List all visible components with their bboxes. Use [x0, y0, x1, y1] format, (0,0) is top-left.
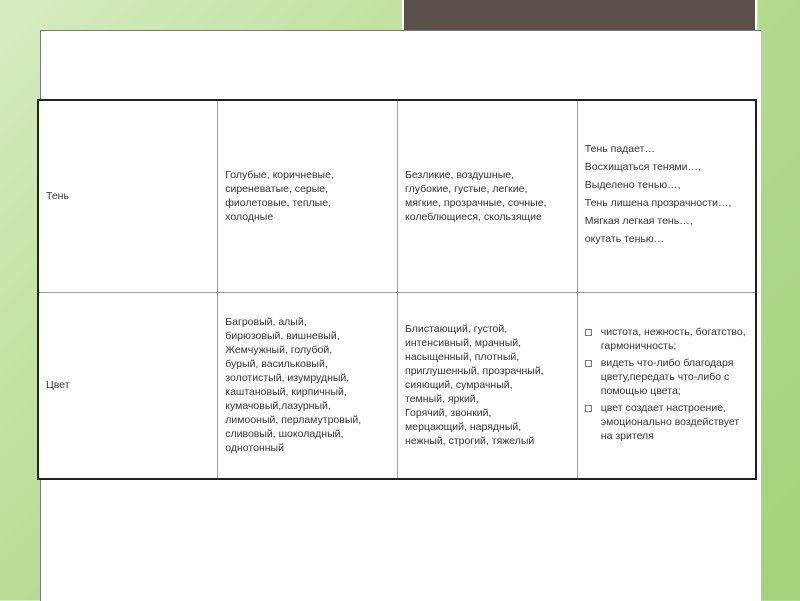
qualities-cell [398, 292, 578, 479]
colors-line: Багровый, алый, [225, 316, 307, 329]
list-item [585, 356, 748, 398]
term-cell [38, 292, 218, 479]
colors-line: холодные [225, 211, 274, 224]
qualities-line: сияющий, сумрачный, [405, 379, 513, 392]
colors-line: золотистый, изумрудный, [225, 372, 350, 385]
associations-cell [577, 292, 756, 479]
square-bullet-icon [585, 405, 592, 412]
association-line: Восхищаться тенями…, [584, 161, 701, 174]
colors-line: фиолетовые, теплые, [225, 197, 331, 210]
qualities-line: мерцающий, нарядный, [405, 421, 522, 434]
colors-line: однотонный [225, 442, 284, 455]
qualities-line: мягкие, прозрачные, сочные, [405, 197, 547, 210]
qualities-line: Блистающий, густой, [405, 323, 508, 336]
association-text: видеть что-либо благодаря цвету,передать что-либо с помощью цвета; [600, 356, 734, 397]
comparison-table [37, 99, 757, 480]
association-list [585, 325, 748, 443]
colors-line: бурый, васильковый, [225, 358, 328, 371]
qualities-line: насыщенный, плотный, [405, 351, 520, 364]
associations-cell [577, 100, 756, 292]
colors-cell [218, 100, 398, 292]
colors-line: сливовый, шоколадный, [225, 428, 344, 441]
qualities-line: приглушенный, прозрачный, [405, 365, 544, 378]
association-line: Выделено тенью…, [584, 179, 681, 192]
qualities-line: темный, яркий, [405, 393, 479, 406]
qualities-line: Безликие, воздушные, [405, 169, 515, 182]
term-cell [38, 100, 218, 292]
qualities-line: глубокие, густые, легкие, [405, 183, 528, 196]
list-item [585, 325, 748, 353]
association-line: окутать тенью… [584, 233, 665, 246]
colors-line: лимооный, перламутровый, [225, 414, 362, 427]
association-line: Тень падает… [584, 143, 655, 156]
square-bullet-icon [585, 360, 592, 367]
term-text: Тень [46, 190, 69, 203]
qualities-line: нежный, строгий, тяжелый [405, 435, 535, 448]
colors-line: Голубые, коричневые, [225, 169, 334, 182]
colors-line: сиреневатые, серые, [225, 183, 329, 196]
table-row [38, 100, 756, 292]
association-line: Тень лишена прозрачности…, [584, 197, 732, 210]
colors-cell [218, 292, 398, 479]
qualities-line: колеблющиеся, скользящие [405, 211, 542, 224]
list-item [585, 401, 748, 443]
colors-line: кумачовый,лазурный, [225, 400, 331, 413]
colors-line: Жемчужный, голубой, [225, 344, 333, 357]
association-text: чистота, нежность, богатство, гармоничность; [600, 325, 746, 352]
qualities-cell [398, 100, 578, 292]
table-row [38, 292, 756, 479]
qualities-line: интенсивный, мрачный, [405, 337, 522, 350]
qualities-line: Горячий, звонкий, [405, 407, 492, 420]
association-line: Мягкая легкая тень…, [584, 215, 693, 228]
association-text: цвет создает настроение, эмоционально воздействует на зрителя [600, 401, 740, 442]
term-text: Цвет [46, 379, 70, 392]
colors-line: бирюзовый, вишневый, [225, 330, 340, 343]
colors-line: каштановый, кирпичный, [225, 386, 347, 399]
square-bullet-icon [585, 329, 592, 336]
